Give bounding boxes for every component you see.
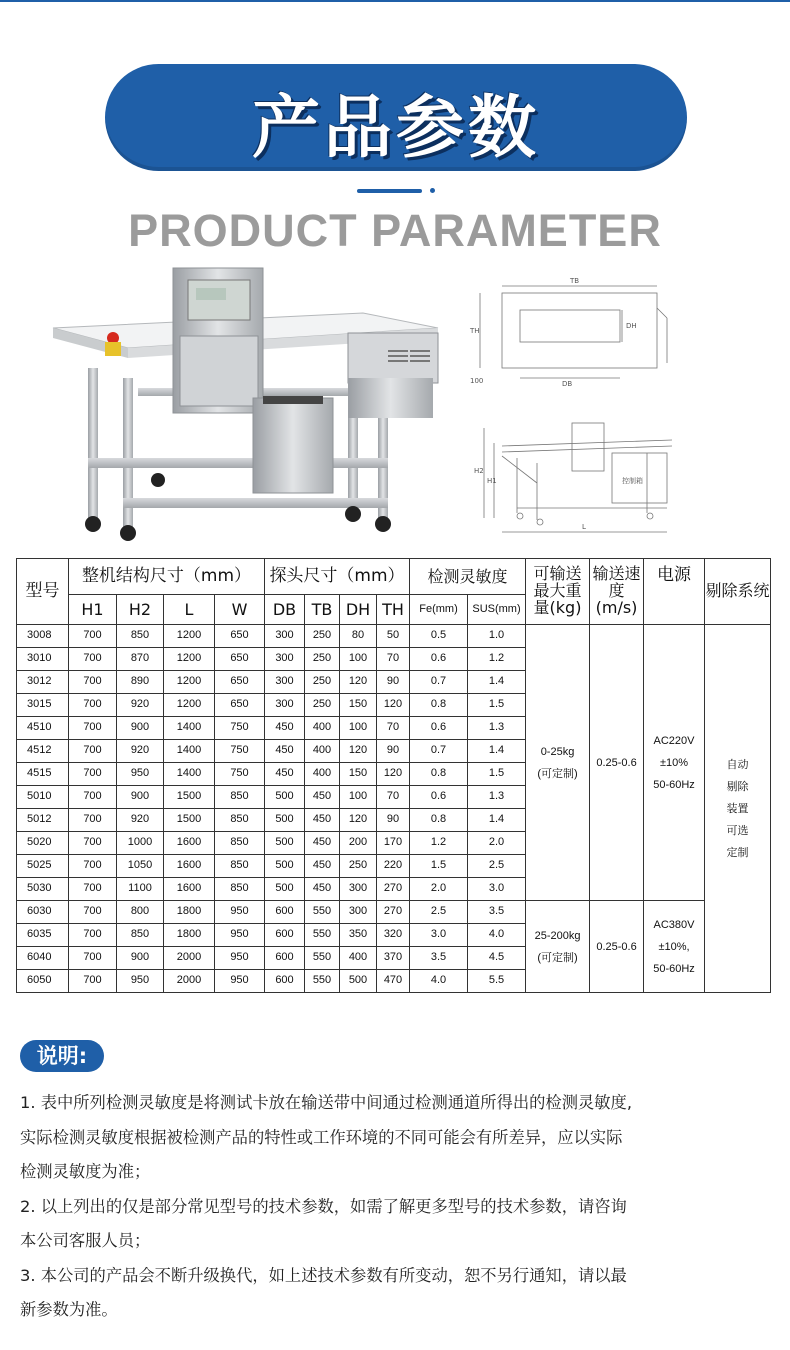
table-cell: 4.0 [468,924,526,947]
table-cell: 700 [69,786,117,809]
reject-cell-line: 装置 [726,802,749,815]
table-cell: 950 [215,924,265,947]
table-cell: 890 [117,671,164,694]
table-cell: 400 [305,763,340,786]
table-cell: 920 [117,740,164,763]
table-cell: 1600 [164,878,215,901]
table-cell: 2.0 [468,832,526,855]
table-cell: 1200 [164,625,215,648]
table-cell: 1.5 [410,855,468,878]
header-db: DB [265,595,305,625]
table-cell: 5025 [17,855,69,878]
table-cell: 0.7 [410,671,468,694]
table-cell: 2000 [164,970,215,993]
parameter-table [16,558,771,993]
table-cell: 300 [265,648,305,671]
table-cell: 650 [215,694,265,717]
table-cell: 3.0 [468,878,526,901]
table-cell: 700 [69,740,117,763]
table-cell: 950 [117,970,164,993]
label-panel: 控制箱 [622,477,643,485]
table-row [17,901,771,924]
top-border-line [0,0,790,2]
table-cell: 400 [305,740,340,763]
power-cell-line: 50-60Hz [653,962,695,975]
table-cell: 150 [340,763,377,786]
table-cell: 400 [340,947,377,970]
table-cell: 800 [117,901,164,924]
table-cell: 0.6 [410,717,468,740]
table-cell: 950 [117,763,164,786]
table-cell: 550 [305,901,340,924]
table-cell: 3015 [17,694,69,717]
header-tb: TB [305,595,340,625]
table-cell: 750 [215,740,265,763]
title-divider [357,189,422,193]
table-cell: 650 [215,671,265,694]
header-speed: 输送速度(m/s) [590,559,644,625]
power-cell-line: ±10%, [658,940,690,953]
table-cell: 700 [69,648,117,671]
table-cell: 500 [265,809,305,832]
table-cell: 100 [340,717,377,740]
table-cell: 700 [69,809,117,832]
table-cell: 90 [377,671,410,694]
table-cell: 5010 [17,786,69,809]
power-cell [644,625,705,901]
note-line: 2. 以上列出的仅是部分常见型号的技术参数，如需了解更多型号的技术参数，请咨询 [20,1196,627,1216]
header-model: 型号 [17,559,69,625]
table-cell: 700 [69,832,117,855]
table-cell: 70 [377,717,410,740]
table-cell: 70 [377,786,410,809]
table-cell: 1600 [164,855,215,878]
header-h1: H1 [69,595,117,625]
table-cell: 350 [340,924,377,947]
table-cell: 450 [305,878,340,901]
table-cell: 200 [340,832,377,855]
table-cell: 1050 [117,855,164,878]
table-cell: 120 [340,740,377,763]
table-cell: 300 [265,625,305,648]
table-cell: 80 [340,625,377,648]
table-cell: 450 [265,740,305,763]
table-cell: 600 [265,924,305,947]
max-weight-cell-line: (可定制) [537,951,578,964]
table-cell: 600 [265,970,305,993]
table-cell: 850 [215,809,265,832]
table-cell: 1.0 [468,625,526,648]
table-cell: 750 [215,763,265,786]
table-cell: 700 [69,717,117,740]
header-dh: DH [340,595,377,625]
table-cell: 700 [69,763,117,786]
note-line: 实际检测灵敏度根据被检测产品的特性或工作环境的不同可能会有所差异，应以实际 [20,1127,623,1147]
table-cell: 920 [117,694,164,717]
table-cell: 1.2 [468,648,526,671]
table-cell: 500 [265,855,305,878]
header-reject: 剔除系统 [705,559,771,625]
table-cell: 0.8 [410,809,468,832]
table-cell: 300 [265,671,305,694]
table-cell: 700 [69,924,117,947]
notes-section [20,1086,780,1328]
table-cell: 1000 [117,832,164,855]
table-cell: 1.4 [468,671,526,694]
table-cell: 320 [377,924,410,947]
table-cell: 850 [117,924,164,947]
header-w: W [215,595,265,625]
reject-cell-line: 自动 [726,758,749,771]
table-cell: 700 [69,855,117,878]
table-cell: 450 [305,855,340,878]
notes-label: 说明: [20,1040,104,1072]
table-cell: 6040 [17,947,69,970]
table-cell: 1800 [164,924,215,947]
reject-cell-line: 定制 [726,846,749,859]
table-cell: 250 [305,671,340,694]
table-cell: 1.5 [468,694,526,717]
table-cell: 4512 [17,740,69,763]
label-db: DB [562,380,573,388]
table-cell: 4515 [17,763,69,786]
table-cell: 1.2 [410,832,468,855]
table-cell: 450 [265,717,305,740]
table-cell: 850 [215,786,265,809]
power-cell-line: ±10% [659,756,689,769]
table-cell: 5012 [17,809,69,832]
note-line: 检测灵敏度为准； [20,1162,151,1181]
table-cell: 250 [340,855,377,878]
table-cell: 2.0 [410,878,468,901]
table-cell: 400 [305,717,340,740]
table-cell: 370 [377,947,410,970]
table-cell: 750 [215,717,265,740]
table-cell: 70 [377,648,410,671]
table-cell: 2.5 [410,901,468,924]
header-l: L [164,595,215,625]
label-h2: H2 [474,467,484,475]
table-cell: 700 [69,625,117,648]
table-cell: 950 [215,970,265,993]
table-cell: 600 [265,947,305,970]
table-cell: 470 [377,970,410,993]
header-max-weight: 可输送最大重量(kg) [526,559,590,625]
power-cell-line: AC380V [653,918,695,931]
note-line: 3. 本公司的产品会不断升级换代，如上述技术参数有所变动，恕不另行通知，请以最 [20,1265,627,1285]
table-cell: 6050 [17,970,69,993]
header-th: TH [377,595,410,625]
table-cell: 1200 [164,648,215,671]
table-cell: 700 [69,947,117,970]
table-cell: 700 [69,694,117,717]
table-cell: 3010 [17,648,69,671]
table-cell: 1.5 [468,763,526,786]
power-cell-line: AC220V [653,734,695,747]
table-cell: 1200 [164,694,215,717]
table-cell: 950 [215,901,265,924]
table-cell: 550 [305,947,340,970]
table-cell: 450 [305,786,340,809]
title-divider-dot [430,188,435,193]
table-cell: 3.5 [410,947,468,970]
table-cell: 4.5 [468,947,526,970]
table-cell: 300 [340,878,377,901]
note-line: 本公司客服人员； [20,1231,151,1250]
table-cell: 900 [117,786,164,809]
table-cell: 450 [265,763,305,786]
table-cell: 5030 [17,878,69,901]
table-cell: 500 [265,878,305,901]
speed-cell-line: 0.25-0.6 [596,756,637,769]
label-th: TH [470,327,480,335]
table-cell: 4510 [17,717,69,740]
table-cell: 3.5 [468,901,526,924]
table-cell: 600 [265,901,305,924]
table-cell: 100 [340,648,377,671]
table-cell: 700 [69,878,117,901]
table-cell: 300 [265,694,305,717]
table-cell: 4.0 [410,970,468,993]
speed-cell [590,901,644,993]
table-cell: 5020 [17,832,69,855]
table-cell: 170 [377,832,410,855]
table-cell: 250 [305,694,340,717]
table-cell: 6030 [17,901,69,924]
table-cell: 270 [377,901,410,924]
table-cell: 1100 [117,878,164,901]
table-cell: 1.3 [468,717,526,740]
table-cell: 500 [265,832,305,855]
speed-cell-line: 0.25-0.6 [596,940,637,953]
table-cell: 5.5 [468,970,526,993]
table-cell: 700 [69,970,117,993]
table-row [17,625,771,648]
power-cell [644,901,705,993]
table-cell: 950 [215,947,265,970]
table-cell: 3012 [17,671,69,694]
header-h2: H2 [117,595,164,625]
table-cell: 150 [340,694,377,717]
table-cell: 0.5 [410,625,468,648]
header-sensitivity: 检测灵敏度 [410,559,526,595]
table-cell: 90 [377,740,410,763]
power-cell-line: 50-60Hz [653,778,695,791]
table-cell: 50 [377,625,410,648]
table-cell: 2000 [164,947,215,970]
note-line: 新参数为准。 [20,1300,118,1319]
reject-cell [705,625,771,993]
table-cell: 900 [117,947,164,970]
table-cell: 270 [377,878,410,901]
table-cell: 920 [117,809,164,832]
table-cell: 0.6 [410,786,468,809]
table-cell: 1500 [164,786,215,809]
table-cell: 900 [117,717,164,740]
table-cell: 550 [305,970,340,993]
label-offset: 100 [470,377,484,385]
max-weight-cell-line: 0-25kg [540,745,575,758]
table-cell: 1400 [164,763,215,786]
table-cell: 6035 [17,924,69,947]
table-cell: 0.8 [410,763,468,786]
label-dh: DH [626,322,637,330]
reject-cell-line: 剔除 [726,780,749,793]
table-cell: 700 [69,671,117,694]
table-cell: 3.0 [410,924,468,947]
table-cell: 870 [117,648,164,671]
label-l: L [582,523,586,531]
label-tb: TB [570,277,580,285]
table-cell: 550 [305,924,340,947]
table-cell: 850 [215,855,265,878]
table-cell: 120 [377,763,410,786]
table-cell: 850 [117,625,164,648]
table-cell: 650 [215,648,265,671]
header-power: 电源 [644,559,705,625]
table-cell: 1600 [164,832,215,855]
table-cell: 650 [215,625,265,648]
table-cell: 1.4 [468,809,526,832]
page-title: 产品参数 [251,89,540,168]
header-fe: Fe(mm) [410,595,468,625]
table-cell: 850 [215,878,265,901]
table-cell: 100 [340,786,377,809]
table-cell: 120 [340,671,377,694]
table-cell: 250 [305,625,340,648]
note-line: 1. 表中所列检测灵敏度是将测试卡放在输送带中间通过检测通道所得出的检测灵敏度, [20,1093,633,1112]
dimension-drawing [462,268,677,553]
table-cell: 3008 [17,625,69,648]
table-cell: 1200 [164,671,215,694]
table-cell: 300 [340,901,377,924]
table-cell: 1400 [164,717,215,740]
table-cell: 500 [340,970,377,993]
table-cell: 1400 [164,740,215,763]
table-cell: 0.8 [410,694,468,717]
table-cell: 450 [305,832,340,855]
table-cell: 0.7 [410,740,468,763]
table-cell: 700 [69,901,117,924]
header-dims: 整机结构尺寸（mm） [69,559,265,595]
product-machine-image [48,258,448,543]
max-weight-cell [526,625,590,901]
title-banner [105,64,687,171]
header-probe: 探头尺寸（mm） [265,559,410,595]
speed-cell [590,625,644,901]
table-cell: 1.4 [468,740,526,763]
reject-cell-line: 可选 [726,824,749,837]
max-weight-cell-line: (可定制) [537,767,578,780]
table-cell: 1500 [164,809,215,832]
table-cell: 120 [340,809,377,832]
table-cell: 500 [265,786,305,809]
table-cell: 850 [215,832,265,855]
table-cell: 2.5 [468,855,526,878]
header-sus: SUS(mm) [468,595,526,625]
label-h1: H1 [487,477,497,485]
max-weight-cell [526,901,590,993]
page-subtitle: PRODUCT PARAMETER [128,205,662,256]
max-weight-cell-line: 25-200kg [534,929,581,942]
table-cell: 220 [377,855,410,878]
table-cell: 1800 [164,901,215,924]
table-cell: 120 [377,694,410,717]
table-cell: 90 [377,809,410,832]
table-cell: 250 [305,648,340,671]
table-cell: 1.3 [468,786,526,809]
table-cell: 450 [305,809,340,832]
table-cell: 0.6 [410,648,468,671]
